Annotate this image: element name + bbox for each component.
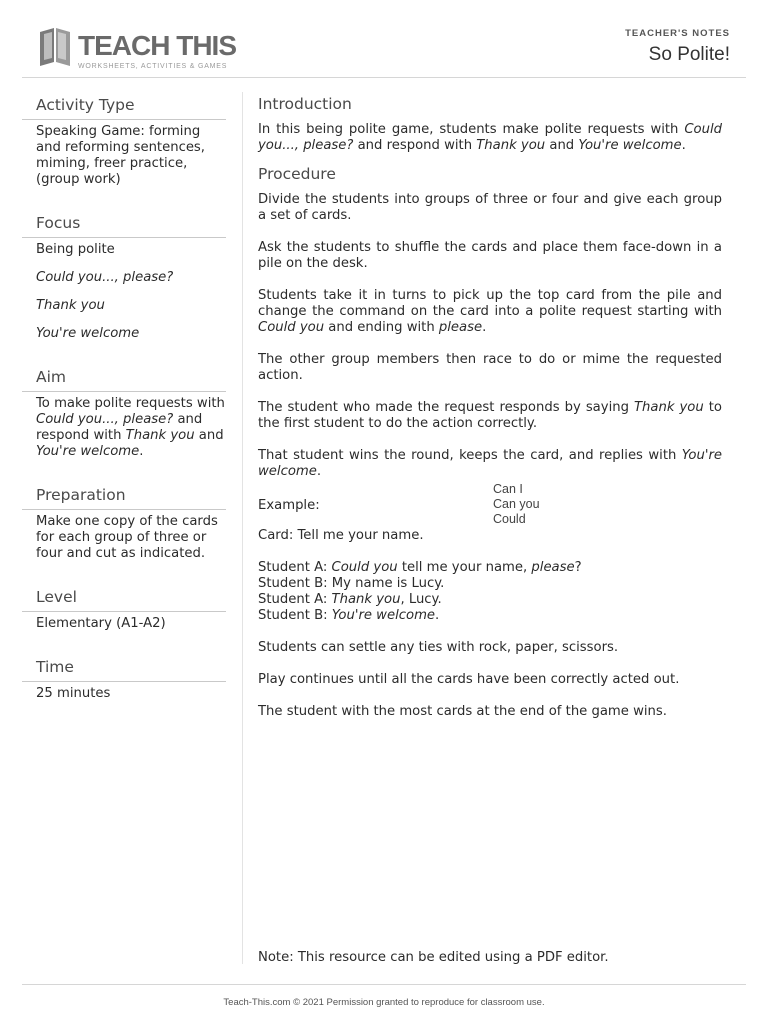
time-section — [22, 658, 226, 702]
book-icon — [36, 24, 74, 68]
dialogue-line: Student B: My name is Lucy. — [258, 576, 445, 591]
introduction-text: In this being polite game, students make polite requests with Could you..., please? and respond with Thank you and You're welcome. — [258, 122, 722, 153]
procedure-step: That student wins the round, keeps the card, and replies with You're welcome. — [258, 448, 722, 479]
level-section — [22, 588, 226, 632]
example-options — [493, 482, 540, 527]
page-footer: Teach-This.com © 2021 Permission granted to reproduce for classroom use. — [223, 997, 545, 1008]
main-content — [258, 96, 722, 736]
preparation-text: Make one copy of the cards for each group of three or four and cut as indicated. — [36, 514, 218, 561]
aim-text: To make polite requests with Could you..., please? and respond with Thank you and You're welcome. — [36, 396, 225, 459]
procedure-step: The student with the most cards at the end of the game wins. — [258, 704, 667, 719]
teachers-notes-label: TEACHER'S NOTES — [625, 28, 730, 39]
procedure-step: Play continues until all the cards have been correctly acted out. — [258, 672, 680, 687]
procedure-step: Students take it in turns to pick up the top card from the pile and change the command on the card into a polite request starting with Could you and ending with please. — [258, 288, 722, 335]
procedure-heading: Procedure — [258, 165, 336, 183]
footer-divider — [22, 984, 746, 985]
procedure-step: The other group members then race to do or mime the requested action. — [258, 352, 722, 383]
focus-item: You're welcome — [36, 326, 140, 341]
focus-section — [22, 214, 226, 342]
example-card: Card: Tell me your name. — [258, 528, 424, 543]
example-option: Could — [493, 512, 526, 526]
preparation-section — [22, 486, 226, 562]
logo-tagline: WORKSHEETS, ACTIVITIES & GAMES — [78, 63, 228, 70]
aim-section — [22, 368, 226, 460]
procedure-step: Students can settle any ties with rock, paper, scissors. — [258, 640, 619, 655]
dialogue-line: Student A: Thank you, Lucy. — [258, 592, 442, 607]
teach-this-logo — [36, 24, 236, 72]
procedure-step: The student who made the request responds by saying Thank you to the first student to do the action correctly. — [258, 400, 722, 431]
activity-type-text: Speaking Game: forming and reforming sentences, miming, freer practice, (group work) — [36, 124, 205, 187]
focus-item: Thank you — [36, 298, 105, 313]
example-option: Can I — [493, 482, 523, 496]
dialogue-line: Student B: You're welcome. — [258, 608, 440, 623]
procedure-step: Divide the students into groups of three or four and give each group a set of cards. — [258, 192, 722, 223]
focus-heading: Focus — [22, 214, 226, 238]
activity-type-section — [22, 96, 226, 188]
page-header — [22, 18, 746, 78]
example-label: Example: — [258, 498, 320, 513]
logo-text: TEACH THIS — [78, 30, 236, 61]
example-row — [258, 482, 722, 526]
example-dialogue — [258, 560, 722, 624]
dialogue-line: Student A: Could you tell me your name, please? — [258, 560, 582, 575]
focus-item: Could you..., please? — [36, 270, 174, 285]
aim-heading: Aim — [22, 368, 226, 392]
page-title: So Polite! — [648, 44, 730, 65]
procedure-step: Ask the students to shuffle the cards and place them face-down in a pile on the desk. — [258, 240, 722, 271]
activity-type-heading: Activity Type — [22, 96, 226, 120]
time-heading: Time — [22, 658, 226, 682]
column-divider — [242, 92, 243, 964]
introduction-heading: Introduction — [258, 95, 352, 113]
editing-note: Note: This resource can be edited using a PDF editor. — [258, 950, 609, 965]
focus-item: Being polite — [36, 242, 115, 257]
level-heading: Level — [22, 588, 226, 612]
sidebar — [22, 96, 226, 728]
example-option: Can you — [493, 497, 540, 511]
time-text: 25 minutes — [36, 686, 111, 701]
level-text: Elementary (A1-A2) — [36, 616, 166, 631]
preparation-heading: Preparation — [22, 486, 226, 510]
